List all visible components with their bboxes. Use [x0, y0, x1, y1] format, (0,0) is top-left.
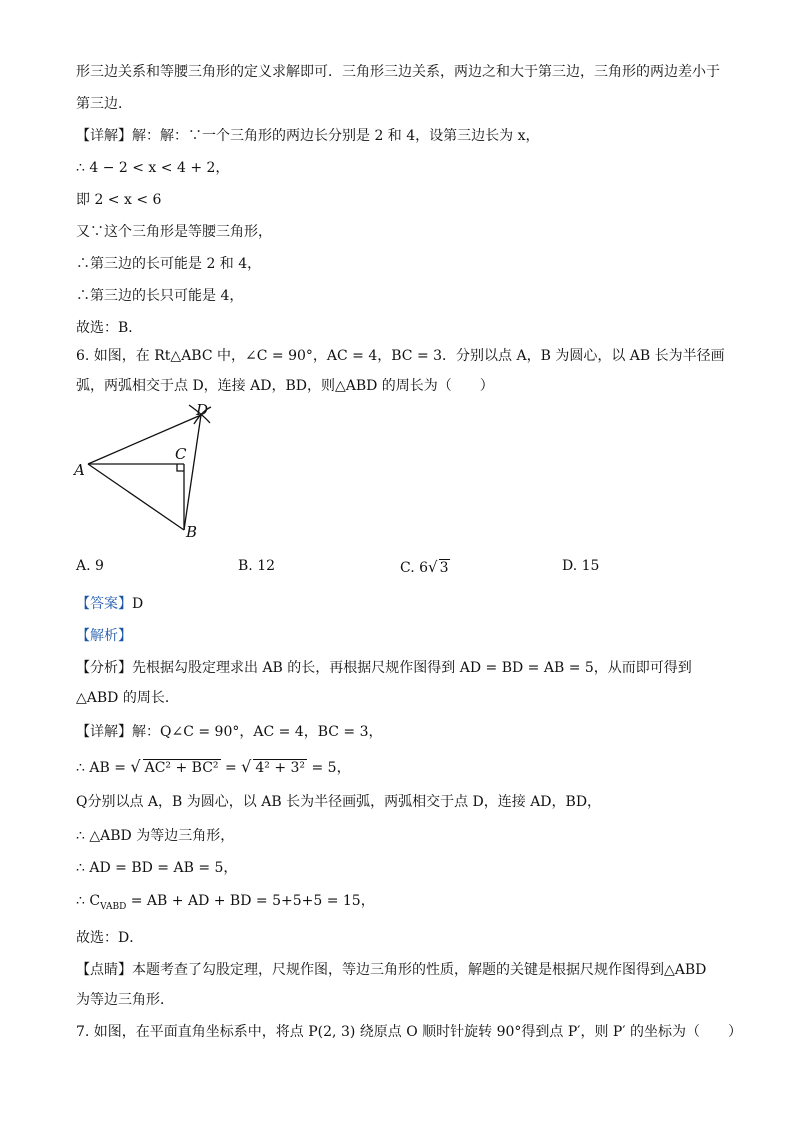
label-c: C	[175, 445, 187, 463]
text-line: 【详解】解：解：∵一个三角形的两边长分别是 2 和 4，设第三边长为 x，	[76, 128, 540, 144]
text-line: Q分别以点 A，B 为圆心，以 AB 长为半径画弧，两弧相交于点 D，连接 AD，BD，	[76, 794, 602, 810]
text-line: ∴第三边的长只可能是 4，	[76, 288, 244, 304]
question-7-line: 7. 如图，在平面直角坐标系中，将点 P(2, 3) 绕原点 O 顺时针旋转 90°得到点 P′，则 P′ 的坐标为（ ）	[76, 1024, 742, 1040]
text-line: 形三边关系和等腰三角形的定义求解即可．三角形三边关系，两边之和大于第三边，三角形的两边差小于	[76, 64, 720, 80]
option-c: C. 6√ 3	[400, 558, 449, 576]
text-line: 第三边．	[76, 96, 132, 112]
triangle-diagram	[70, 398, 230, 546]
answer-tag: 【答案】	[76, 596, 132, 612]
formula-ab-mid: =	[220, 760, 242, 776]
text-line: 故选：D．	[76, 930, 144, 946]
answer-value: D	[132, 596, 144, 612]
text-line: 即 2 < x < 6	[76, 192, 162, 208]
label-a: A	[74, 461, 85, 479]
option-c-prefix: C. 6	[400, 560, 429, 576]
text-line: 为等边三角形．	[76, 992, 174, 1008]
formula-c-rest: = AB + AD + BD = 5+5+5 = 15，	[126, 893, 375, 909]
label-b: B	[186, 523, 198, 541]
formula-ab-suffix: = 5，	[307, 760, 351, 776]
text-line: 又∵这个三角形是等腰三角形，	[76, 224, 272, 240]
text-line: 【点睛】本题考查了勾股定理，尺规作图，等边三角形的性质，解题的关键是根据尺规作图得到△ABD	[76, 962, 707, 978]
option-c-root: 3	[439, 560, 449, 576]
text-line: 【分析】先根据勾股定理求出 AB 的长，再根据尺规作图得到 AD = BD = AB = 5，从而即可得到	[76, 660, 692, 676]
formula-ab-radicand-1: AC² + BC²	[144, 760, 219, 776]
formula-c-sub: VABD	[100, 901, 127, 912]
text-line: ∴第三边的长可能是 2 和 4，	[76, 256, 262, 272]
text-line: △ABD 的周长．	[76, 690, 179, 706]
answer-line	[76, 594, 143, 614]
option-a: A. 9	[76, 558, 104, 574]
text-line: 【详解】解：Q∠C = 90°，AC = 4，BC = 3，	[76, 724, 383, 740]
question-6-line: 6. 如图，在 Rt△ABC 中，∠C = 90°，AC = 4，BC = 3．分别以点 A，B 为圆心，以 AB 长为半径画	[76, 348, 725, 364]
option-b: B. 12	[238, 558, 276, 574]
text-line: 故选：B．	[76, 320, 143, 336]
question-6-line: 弧，两弧相交于点 D，连接 AD，BD，则△ABD 的周长为（ ）	[76, 378, 494, 394]
label-d: D	[196, 401, 209, 419]
formula-c-prefix: ∴ C	[76, 893, 101, 909]
triangle-figure	[70, 398, 230, 550]
formula-perimeter	[76, 891, 375, 917]
text-line: ∴ AD = BD = AB = 5，	[76, 860, 238, 876]
analysis-tag: 【解析】	[76, 628, 132, 644]
option-d: D. 15	[562, 558, 600, 574]
text-line: ∴ △ABD 为等边三角形，	[76, 828, 235, 844]
formula-ab: ∴ AB = √ AC² + BC² = √ 4² + 3² = 5，	[76, 757, 351, 776]
formula-ab-prefix: ∴ AB =	[76, 760, 131, 776]
text-line: ∴ 4 − 2 < x < 4 + 2，	[76, 160, 230, 176]
formula-ab-radicand-2: 4² + 3²	[255, 760, 306, 776]
